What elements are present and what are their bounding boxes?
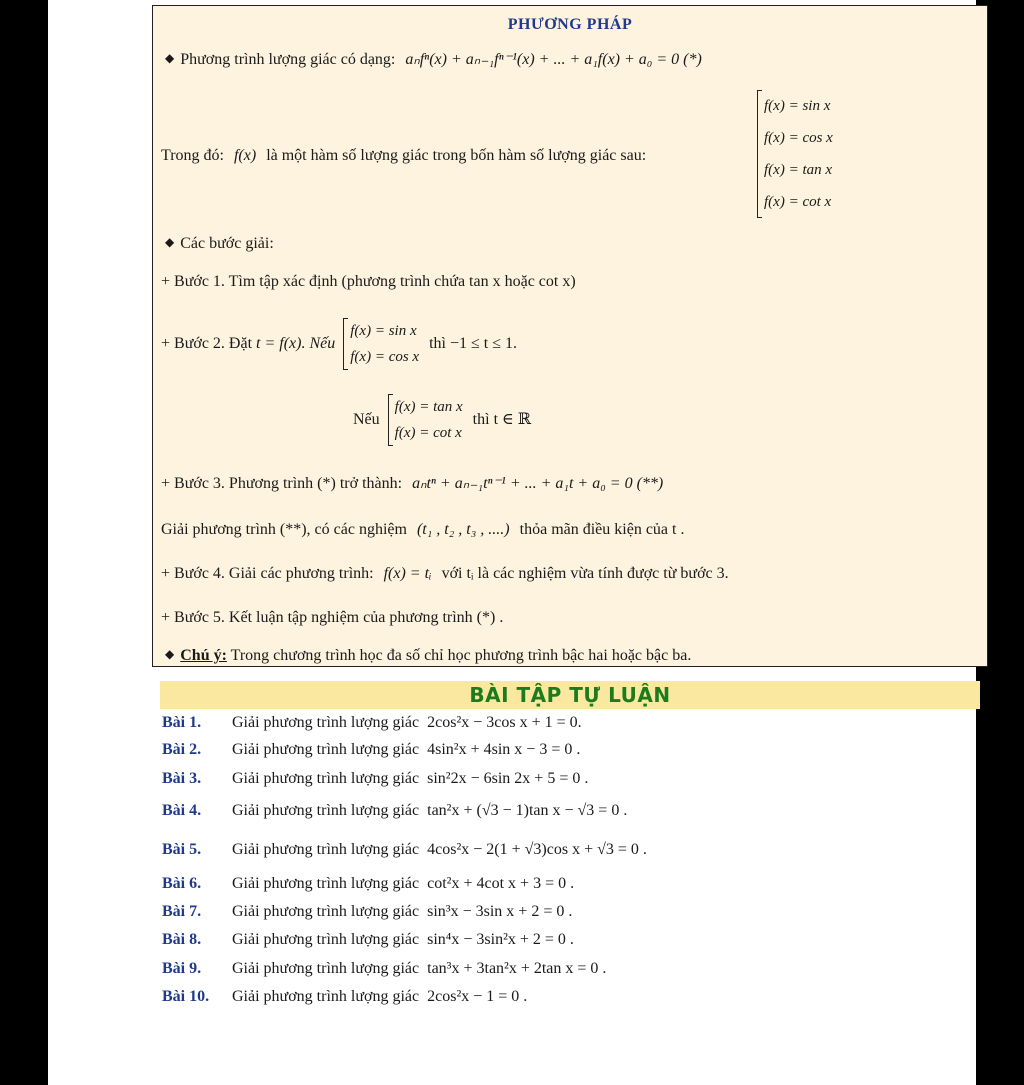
step-2 xyxy=(161,318,517,378)
exercise-number: Bài 10. xyxy=(162,988,210,1005)
exercise-item xyxy=(162,903,572,921)
function-item: f(x) = cot x xyxy=(764,194,832,210)
exercise-prompt: Giải phương trình lượng giác xyxy=(232,841,420,858)
exercise-prompt: Giải phương trình lượng giác xyxy=(232,903,420,920)
exercise-number: Bài 8. xyxy=(162,931,202,948)
exercise-equation: sin³x − 3sin x + 2 = 0 . xyxy=(427,903,573,920)
exercise-equation: 2cos²x − 1 = 0 . xyxy=(427,988,528,1005)
function-list xyxy=(757,90,833,218)
step-3 xyxy=(161,474,663,494)
bullet-icon: ◆ xyxy=(165,51,175,65)
exercise-item xyxy=(162,714,582,732)
note-label: Chú ý: xyxy=(180,647,227,664)
exercise-banner xyxy=(160,681,980,709)
exercise-number: Bài 3. xyxy=(162,770,202,787)
system-row: f(x) = sin x xyxy=(350,323,417,339)
exercise-prompt: Giải phương trình lượng giác xyxy=(232,714,420,731)
step-2b-system xyxy=(388,394,463,446)
exercise-equation: tan²x + (√3 − 1)tan x − √3 = 0 . xyxy=(427,802,628,819)
system-row: f(x) = tan x xyxy=(394,399,463,415)
method-title: PHƯƠNG PHÁP xyxy=(507,16,633,33)
exercise-number: Bài 1. xyxy=(162,714,202,731)
exercise-equation: 2cos²x − 3cos x + 1 = 0. xyxy=(427,714,582,731)
exercise-equation: tan³x + 3tan²x + 2tan x = 0 . xyxy=(427,960,607,977)
note-text: Trong chương trình học đa số chỉ học phương trình bậc hai hoặc bậc ba. xyxy=(230,647,692,664)
form-equation: aₙfⁿ(x) + aₙ₋₁fⁿ⁻¹(x) + ... + a₁f(x) + a₀ = 0 (*) xyxy=(405,51,702,68)
step-3-equation: aₙtⁿ + aₙ₋₁tⁿ⁻¹ + ... + a₁t + a₀ = 0 (**) xyxy=(412,475,664,492)
system-row: f(x) = cot x xyxy=(394,425,462,441)
exercise-item xyxy=(162,931,574,949)
exercise-number: Bài 5. xyxy=(162,841,202,858)
function-item: f(x) = tan x xyxy=(764,162,833,178)
function-item: f(x) = sin x xyxy=(764,98,831,114)
exercise-prompt: Giải phương trình lượng giác xyxy=(232,875,420,892)
steps-heading xyxy=(165,234,274,254)
exercise-item xyxy=(162,960,606,978)
exercise-item xyxy=(162,875,574,893)
system-row: f(x) = cos x xyxy=(350,349,420,365)
exercise-equation: 4cos²x − 2(1 + √3)cos x + √3 = 0 . xyxy=(427,841,647,858)
step-3b-tail: thỏa mãn điều kiện của t . xyxy=(519,521,685,538)
bullet-icon: ◆ xyxy=(165,235,175,249)
form-line xyxy=(165,50,702,70)
exercise-number: Bài 4. xyxy=(162,802,202,819)
step-4-equation: f(x) = tᵢ xyxy=(383,565,432,582)
bullet-icon: ◆ xyxy=(165,647,175,661)
exercise-equation: sin²2x − 6sin 2x + 5 = 0 . xyxy=(427,770,589,787)
step-3-text: + Bước 3. Phương trình (*) trở thành: xyxy=(161,475,403,492)
exercise-number: Bài 2. xyxy=(162,741,202,758)
exercise-number: Bài 7. xyxy=(162,903,202,920)
exercise-item xyxy=(162,770,588,788)
exercise-item xyxy=(162,988,527,1006)
document-page xyxy=(48,0,976,1085)
exercise-prompt: Giải phương trình lượng giác xyxy=(232,802,420,819)
step-2b xyxy=(353,394,531,454)
step-2-system xyxy=(343,318,419,370)
step-3b xyxy=(161,520,684,540)
exercise-prompt: Giải phương trình lượng giác xyxy=(232,960,420,977)
form-label: Phương trình lượng giác có dạng: xyxy=(180,51,396,68)
step-1: + Bước 1. Tìm tập xác định (phương trình chứa tan x hoặc cot x) xyxy=(161,273,576,290)
exercise-equation: 4sin²x + 4sin x − 3 = 0 . xyxy=(427,741,581,758)
step-2-prefix: + Bước 2. Đặt xyxy=(161,335,253,352)
step-5: + Bước 5. Kết luận tập nghiệm của phương trình (*) . xyxy=(161,609,504,626)
where-fx: f(x) xyxy=(233,147,257,164)
exercise-prompt: Giải phương trình lượng giác xyxy=(232,770,420,787)
function-item: f(x) = cos x xyxy=(764,130,833,146)
method-box xyxy=(152,5,988,667)
step-4-text: + Bước 4. Giải các phương trình: xyxy=(161,565,374,582)
exercise-equation: sin⁴x − 3sin²x + 2 = 0 . xyxy=(427,931,574,948)
where-label: Trong đó: xyxy=(161,147,224,164)
step-2-sub: t = f(x). Nếu xyxy=(256,335,336,352)
exercise-item xyxy=(162,841,647,859)
steps-heading-text: Các bước giải: xyxy=(180,235,274,252)
exercise-prompt: Giải phương trình lượng giác xyxy=(232,741,420,758)
step-3b-text: Giải phương trình (**), có các nghiệm xyxy=(161,521,407,538)
step-2b-then: thì t ∈ ℝ xyxy=(472,411,532,428)
exercise-prompt: Giải phương trình lượng giác xyxy=(232,988,420,1005)
exercise-item xyxy=(162,741,580,759)
where-line xyxy=(161,146,646,166)
where-text: là một hàm số lượng giác trong bốn hàm số lượng giác sau: xyxy=(266,147,647,164)
note-line xyxy=(165,646,691,666)
exercise-prompt: Giải phương trình lượng giác xyxy=(232,931,420,948)
exercise-banner-title: BÀI TẬP TỰ LUẬN xyxy=(469,683,671,707)
exercise-equation: cot²x + 4cot x + 3 = 0 . xyxy=(427,875,575,892)
step-2-then: thì −1 ≤ t ≤ 1. xyxy=(429,335,518,352)
step-4 xyxy=(161,564,729,584)
step-2b-prefix: Nếu xyxy=(353,411,380,428)
step-3b-roots: (t₁ , t₂ , t₃ , ....) xyxy=(416,521,510,538)
exercise-number: Bài 6. xyxy=(162,875,202,892)
step-4-tail: với tᵢ là các nghiệm vừa tính được từ bước 3. xyxy=(441,565,729,582)
exercise-item xyxy=(162,802,627,820)
exercise-number: Bài 9. xyxy=(162,960,202,977)
